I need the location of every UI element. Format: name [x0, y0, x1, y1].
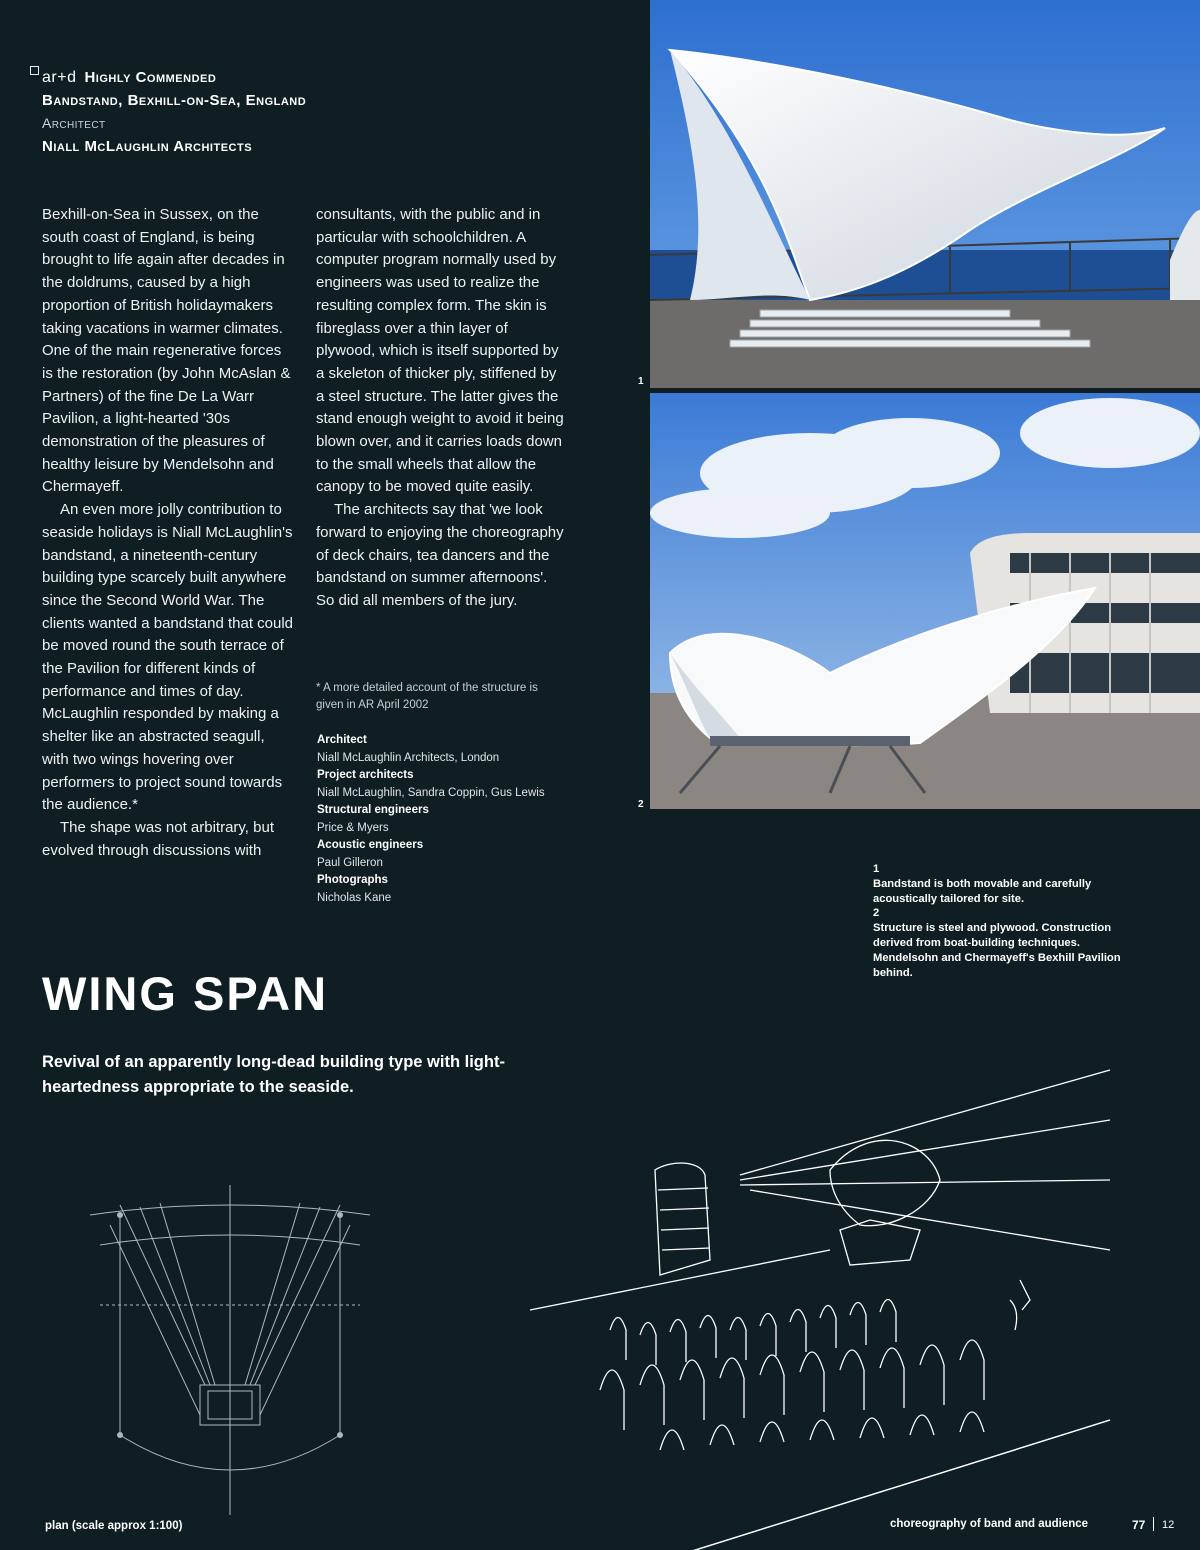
paragraph: Bexhill-on-Sea in Sussex, on the south coast of England, is being brought to life again after decades in the doldrums, caused by a high proportion of British holidaymakers taking vacations in warmer climates. One of the main regenerative forces is the restoration (by John McAslan & Partners) of the fine De La Warr Pavilion, a light-hearted '30s demonstration of the pleasures of healthy leisure by Mendelsohn and Chermayeff. [42, 206, 291, 496]
architect-name: Niall McLaughlin Architects [42, 138, 253, 155]
page-divider [1153, 1517, 1154, 1531]
paragraph: An even more jolly contribution to seaside holidays is Niall McLaughlin's bandstand, a nineteenth-century building type scarcely built anywhere since the Second World War. The clients wanted a bandstand that could be moved round the south terrace of the Pavilion for different kinds of performance and times of day. McLaughlin responded by making a shelter like an abstracted seagull, with two wings hovering over performers to project sound towards the audience.* [42, 501, 294, 814]
project-name: Bandstand, Bexhill-on-Sea, England [42, 92, 307, 109]
audience-sketch [510, 1060, 1200, 1500]
body-column-2 [316, 204, 568, 613]
caption-number: 2 [873, 907, 880, 920]
credit-heading: Photographs [317, 874, 388, 886]
ard-logo: ar+d [42, 69, 77, 86]
photo-captions [873, 862, 1133, 980]
body-column-1 [42, 204, 294, 862]
credit-value: Paul Gilleron [317, 856, 383, 869]
paragraph: The architects say that 'we look forward to enjoying the choreography of deck chairs, tea dancers and the bandstand on summer afternoons'. So did all members of the jury. [316, 501, 564, 609]
issue-number: 12 [1162, 1519, 1175, 1531]
award-line [42, 66, 602, 89]
plan-caption: plan (scale approx 1:100) [45, 1520, 183, 1532]
credit-value: Niall McLaughlin Architects, London [317, 751, 500, 764]
standfirst: Revival of an apparently long-dead building type with light-heartedness appropriate to the seaside. [42, 1053, 505, 1096]
footnote: * A more detailed account of the structure is given in AR April 2002 [316, 682, 538, 711]
figure-number-1: 1 [638, 376, 644, 387]
credits-list [317, 732, 569, 907]
photo-bandstand-terrace [638, 0, 1200, 388]
award-mark-icon [30, 66, 39, 75]
figure-number-2: 2 [638, 799, 644, 810]
photo-bandstand-pavilion [638, 393, 1200, 810]
plan-drawing [80, 1185, 380, 1515]
credit-heading: Project architects [317, 769, 414, 781]
credit-value: Nicholas Kane [317, 891, 392, 904]
paragraph: consultants, with the public and in particular with schoolchildren. A computer program normally used by engineers was used to realize the resulting complex form. The skin is fibreglass over a thin layer of plywood, which is itself supported by a skeleton of thicker ply, stiffened by a steel structure. The latter gives the stand enough weight to avoid it being blown over, and it carries loads down to the small wheels that allow the canopy to be moved quite easily. [316, 206, 564, 496]
award-label: Highly Commended [84, 69, 217, 86]
page-number: 77 [1132, 1518, 1146, 1532]
article-header [42, 66, 602, 158]
caption-text: Structure is steel and plywood. Construction derived from boat-building techniques. Mendelsohn and Chermayeff's Bexhill Pavilion behind. [873, 922, 1121, 979]
credit-heading: Structural engineers [317, 804, 429, 816]
credit-heading: Acoustic engineers [317, 839, 424, 851]
credit-value: Niall McLaughlin, Sandra Coppin, Gus Lewis [317, 786, 545, 799]
caption-text: Bandstand is both movable and carefully acoustically tailored for site. [873, 877, 1092, 905]
caption-number: 1 [873, 863, 880, 875]
architect-label: Architect [42, 115, 106, 131]
article-title: WING SPAN [42, 967, 329, 1020]
sketch-caption: choreography of band and audience [890, 1518, 1089, 1530]
paragraph: The shape was not arbitrary, but evolved through discussions with [42, 818, 274, 859]
credit-heading: Architect [317, 734, 367, 746]
credit-value: Price & Myers [317, 821, 389, 834]
